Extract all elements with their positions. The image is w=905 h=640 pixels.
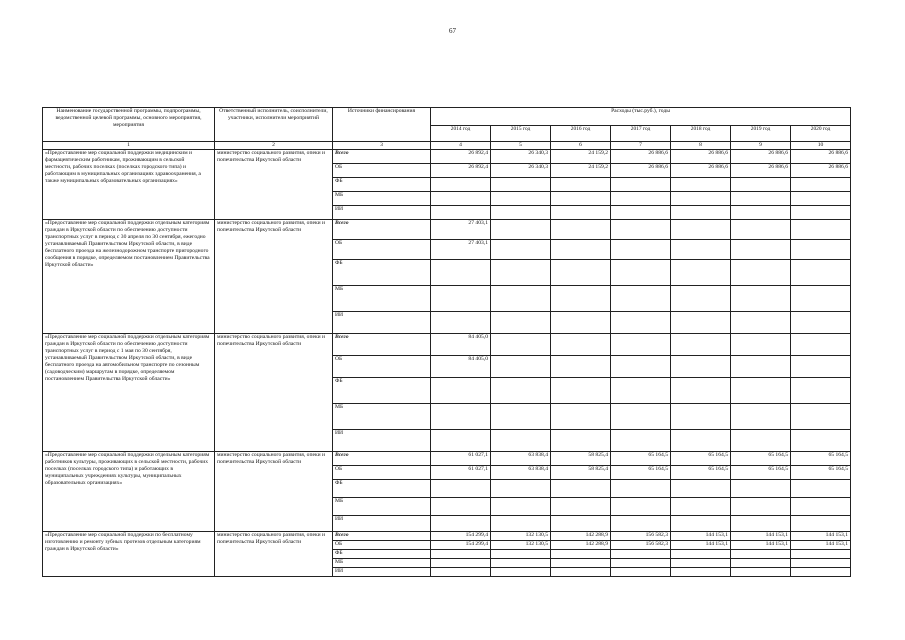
expense-value (731, 192, 791, 206)
expense-value (431, 498, 491, 516)
expense-value (611, 334, 671, 356)
expense-value (611, 312, 671, 334)
expense-value (491, 430, 551, 452)
expense-value: 26 886,6 (671, 164, 731, 178)
expense-value (731, 550, 791, 559)
expense-value (611, 240, 671, 260)
funding-source: ОБ (333, 240, 431, 260)
expense-value (431, 404, 491, 430)
program-name: «Предоставление мер социальной поддержки отдельным категориям граждан в Иркутской области по обеспечению доступности транспортных услуг в период с 1 мая по 30 сентября, устанавливаемый Правительством Иркутской области, в виде бесплатного проезда на автомобильном транспорте по сезонным (садоводческим) маршрутам в порядке, определяемом постановлением Правительства Иркутской области» (43, 334, 215, 452)
expense-value (731, 312, 791, 334)
expense-value: 65 164,5 (791, 452, 851, 466)
funding-source: ФБ (333, 378, 431, 404)
expense-value (551, 260, 611, 286)
expense-value: 154 299,4 (431, 541, 491, 550)
expense-value (491, 220, 551, 240)
column-number: 2 (215, 142, 333, 150)
expense-value (551, 206, 611, 220)
header-year: 2020 год (791, 126, 851, 142)
expense-value: 58 825,4 (551, 452, 611, 466)
expense-value (731, 334, 791, 356)
funding-source: Всего (333, 452, 431, 466)
expense-value (551, 498, 611, 516)
expense-value (791, 206, 851, 220)
funding-source: ИИ (333, 430, 431, 452)
program-name: «Предоставление мер социальной поддержки отдельным категориям работников культуры, проживающих в сельской местности, рабочих поселках (поселках городского типа) и работающих в муниципальных учреждениях культуры, муниципальных образовательных организациях» (43, 452, 215, 532)
expense-value (491, 498, 551, 516)
expense-value: 63 838,4 (491, 466, 551, 480)
expense-value (431, 378, 491, 404)
expense-value (671, 286, 731, 312)
expense-value (611, 550, 671, 559)
funding-source: ФБ (333, 260, 431, 286)
expense-value (791, 260, 851, 286)
expense-value: 27 403,1 (431, 240, 491, 260)
expense-value (611, 559, 671, 568)
table-row (43, 532, 851, 541)
expense-value (431, 480, 491, 498)
expense-value: 65 164,5 (611, 452, 671, 466)
expense-value (431, 260, 491, 286)
expense-value (731, 559, 791, 568)
expense-value (731, 356, 791, 378)
expense-value (551, 286, 611, 312)
expense-value: 144 153,1 (671, 541, 731, 550)
expense-value (551, 220, 611, 240)
expense-value (731, 430, 791, 452)
expense-value: 84 405,0 (431, 334, 491, 356)
expense-value: 65 164,5 (671, 452, 731, 466)
expense-value (431, 568, 491, 577)
header-year: 2017 год (611, 126, 671, 142)
expense-value (431, 178, 491, 192)
expense-value (431, 550, 491, 559)
expense-value (671, 516, 731, 532)
expense-value: 26 886,6 (791, 164, 851, 178)
expense-value (611, 206, 671, 220)
expense-value (551, 404, 611, 430)
program-name: «Предоставление мер социальной поддержки медицинским и фармацевтическим работникам, проживающим в сельской местности, рабочих поселках (поселках городского типа) и работающим в муниципальных организациях здравоохранения, а также муниципальных образовательных организациях» (43, 150, 215, 220)
expense-value (611, 378, 671, 404)
expense-value (491, 516, 551, 532)
expense-value (671, 206, 731, 220)
expense-value (671, 356, 731, 378)
column-number: 1 (43, 142, 215, 150)
header-expenses: Расходы (тыс.руб.), годы (431, 108, 851, 126)
funding-source: ИИ (333, 312, 431, 334)
expense-value (611, 178, 671, 192)
expense-value (551, 240, 611, 260)
expense-value (551, 516, 611, 532)
funding-source: ОБ (333, 466, 431, 480)
expense-value (431, 206, 491, 220)
expense-value (491, 480, 551, 498)
expense-value (491, 206, 551, 220)
expense-value (431, 559, 491, 568)
expense-value (551, 430, 611, 452)
expense-value (791, 286, 851, 312)
expense-value (671, 334, 731, 356)
expense-value (671, 312, 731, 334)
funding-source: ОБ (333, 541, 431, 550)
expense-value (671, 550, 731, 559)
funding-source: МБ (333, 192, 431, 206)
expense-value: 144 153,1 (791, 541, 851, 550)
expense-value (731, 240, 791, 260)
column-number: 3 (333, 142, 431, 150)
expense-value: 26 886,6 (611, 150, 671, 164)
executor-name: министерство социального развития, опеки и попечительства Иркутской области (215, 532, 333, 577)
expense-value (491, 568, 551, 577)
expense-value (791, 480, 851, 498)
expense-value: 26 892,4 (431, 164, 491, 178)
expense-value (671, 480, 731, 498)
expense-value: 84 405,0 (431, 356, 491, 378)
expense-value: 144 153,1 (671, 532, 731, 541)
program-name: «Предоставление мер социальной поддержки по бесплатному изготовлению и ремонту зубных протезов отдельным категориям граждан в Иркутской области» (43, 532, 215, 577)
expense-value (731, 286, 791, 312)
expense-value (551, 378, 611, 404)
header-year: 2015 год (491, 126, 551, 142)
expense-value (611, 480, 671, 498)
expense-value (731, 220, 791, 240)
funding-source: ФБ (333, 550, 431, 559)
expense-value (491, 312, 551, 334)
expense-value (611, 430, 671, 452)
expense-value: 132 130,5 (491, 532, 551, 541)
expense-value (431, 312, 491, 334)
expense-value (611, 220, 671, 240)
page-number: 67 (449, 27, 456, 35)
expense-value (611, 498, 671, 516)
expense-value (671, 404, 731, 430)
header-year: 2016 год (551, 126, 611, 142)
expense-value (491, 356, 551, 378)
header-program: Наименование государственной программы, подпрограммы, ведомственной целевой программы, основного мероприятия, мероприятия (43, 108, 215, 142)
funding-source: Всего (333, 150, 431, 164)
expense-value: 142 288,9 (551, 532, 611, 541)
expense-value: 24 159,2 (551, 150, 611, 164)
expense-value (671, 192, 731, 206)
expense-value (731, 516, 791, 532)
expense-value (791, 378, 851, 404)
expense-value (791, 312, 851, 334)
expense-value (611, 404, 671, 430)
expense-value (551, 178, 611, 192)
funding-source: МБ (333, 286, 431, 312)
executor-name: министерство социального развития, опеки и попечительства Иркутской области (215, 150, 333, 220)
expense-value: 156 582,3 (611, 532, 671, 541)
expense-value: 142 288,9 (551, 541, 611, 550)
expense-value: 26 886,6 (671, 150, 731, 164)
expense-value (431, 516, 491, 532)
expense-value: 26 892,4 (431, 150, 491, 164)
executor-name: министерство социального развития, опеки и попечительства Иркутской области (215, 334, 333, 452)
expense-value (791, 192, 851, 206)
expense-value: 65 164,5 (731, 452, 791, 466)
budget-table (42, 107, 851, 577)
expense-value (431, 192, 491, 206)
expense-value: 63 838,4 (491, 452, 551, 466)
expense-value: 65 164,5 (671, 466, 731, 480)
expense-value: 26 340,3 (491, 164, 551, 178)
funding-source: Всего (333, 334, 431, 356)
executor-name: министерство социального развития, опеки и попечительства Иркутской области (215, 220, 333, 334)
expense-value: 26 886,6 (731, 150, 791, 164)
column-number: 9 (731, 142, 791, 150)
expense-value (731, 178, 791, 192)
expense-value (791, 559, 851, 568)
expense-value (791, 240, 851, 260)
expense-value (671, 498, 731, 516)
expense-value (611, 286, 671, 312)
expense-value: 26 886,6 (731, 164, 791, 178)
expense-value (611, 192, 671, 206)
expense-value (551, 192, 611, 206)
expense-value: 144 153,1 (791, 532, 851, 541)
expense-value: 26 340,3 (491, 150, 551, 164)
expense-value: 61 027,1 (431, 452, 491, 466)
funding-source: ИИ (333, 568, 431, 577)
funding-source: ФБ (333, 480, 431, 498)
header-source: Источники финансирования (333, 108, 431, 142)
funding-source: ОБ (333, 164, 431, 178)
expense-value (491, 550, 551, 559)
expense-value: 65 164,5 (731, 466, 791, 480)
expense-value (791, 334, 851, 356)
expense-value (551, 550, 611, 559)
expense-value (671, 378, 731, 404)
expense-value (671, 430, 731, 452)
expense-value (611, 356, 671, 378)
funding-source: МБ (333, 404, 431, 430)
column-number: 10 (791, 142, 851, 150)
expense-value (431, 430, 491, 452)
table-row (43, 220, 851, 240)
column-number: 7 (611, 142, 671, 150)
header-year: 2018 год (671, 126, 731, 142)
expense-value (731, 498, 791, 516)
expense-value (491, 192, 551, 206)
expense-value (791, 430, 851, 452)
expense-value (491, 378, 551, 404)
expense-value (611, 260, 671, 286)
column-number: 4 (431, 142, 491, 150)
expense-value: 154 299,4 (431, 532, 491, 541)
funding-source: ИИ (333, 206, 431, 220)
funding-source: ОБ (333, 356, 431, 378)
column-number: 5 (491, 142, 551, 150)
expense-value (791, 568, 851, 577)
expense-value: 58 825,4 (551, 466, 611, 480)
expense-value (431, 286, 491, 312)
expense-value (551, 312, 611, 334)
header-executor: Ответственный исполнитель, соисполнители, участники, исполнители мероприятий (215, 108, 333, 142)
table-row (43, 150, 851, 164)
expense-value (551, 559, 611, 568)
expense-value (731, 404, 791, 430)
expense-value (791, 178, 851, 192)
expense-value (551, 334, 611, 356)
program-name: «Предоставление мер социальной поддержки отдельным категориям граждан в Иркутской области по обеспечению доступности транспортных услуг в период с 30 апреля по 30 сентября, ежегодно устанавливаемый Правительством Иркутской области, в виде бесплатного проезда на железнодорожном транспорте пригородного сообщения в порядке, определяемом постановлением Правительства Иркутской области» (43, 220, 215, 334)
column-number: 8 (671, 142, 731, 150)
funding-source: Всего (333, 220, 431, 240)
expense-value (731, 206, 791, 220)
expense-value: 144 153,1 (731, 532, 791, 541)
header-year: 2014 год (431, 126, 491, 142)
expense-value: 27 403,1 (431, 220, 491, 240)
expense-value (491, 559, 551, 568)
expense-value (731, 378, 791, 404)
expense-value (491, 260, 551, 286)
expense-value (791, 356, 851, 378)
expense-value: 61 027,1 (431, 466, 491, 480)
expense-value: 156 582,3 (611, 541, 671, 550)
table-row (43, 452, 851, 466)
funding-source: МБ (333, 498, 431, 516)
expense-value (671, 260, 731, 286)
expense-value (731, 260, 791, 286)
expense-value: 24 159,2 (551, 164, 611, 178)
expense-value (671, 178, 731, 192)
expense-value (791, 404, 851, 430)
expense-value: 26 886,6 (791, 150, 851, 164)
expense-value (791, 220, 851, 240)
expense-value: 26 886,6 (611, 164, 671, 178)
funding-source: Всего (333, 532, 431, 541)
expense-value (791, 516, 851, 532)
funding-source: МБ (333, 559, 431, 568)
expense-value (491, 404, 551, 430)
expense-value: 65 164,5 (791, 466, 851, 480)
expense-value (731, 480, 791, 498)
expense-value (551, 480, 611, 498)
expense-value (671, 568, 731, 577)
expense-value (671, 240, 731, 260)
table-row (43, 334, 851, 356)
expense-value (491, 178, 551, 192)
column-number: 6 (551, 142, 611, 150)
expense-value: 144 153,1 (731, 541, 791, 550)
expense-value (611, 568, 671, 577)
executor-name: министерство социального развития, опеки и попечительства Иркутской области (215, 452, 333, 532)
expense-value (611, 516, 671, 532)
expense-value: 65 164,5 (611, 466, 671, 480)
expense-value (551, 568, 611, 577)
header-year: 2019 год (731, 126, 791, 142)
funding-source: ФБ (333, 178, 431, 192)
expense-value (491, 334, 551, 356)
expense-value (791, 550, 851, 559)
expense-value (491, 286, 551, 312)
expense-value (731, 568, 791, 577)
funding-source: ИИ (333, 516, 431, 532)
expense-value (551, 356, 611, 378)
expense-value (671, 220, 731, 240)
expense-value (671, 559, 731, 568)
expense-value: 132 130,5 (491, 541, 551, 550)
expense-value (791, 498, 851, 516)
expense-value (491, 240, 551, 260)
